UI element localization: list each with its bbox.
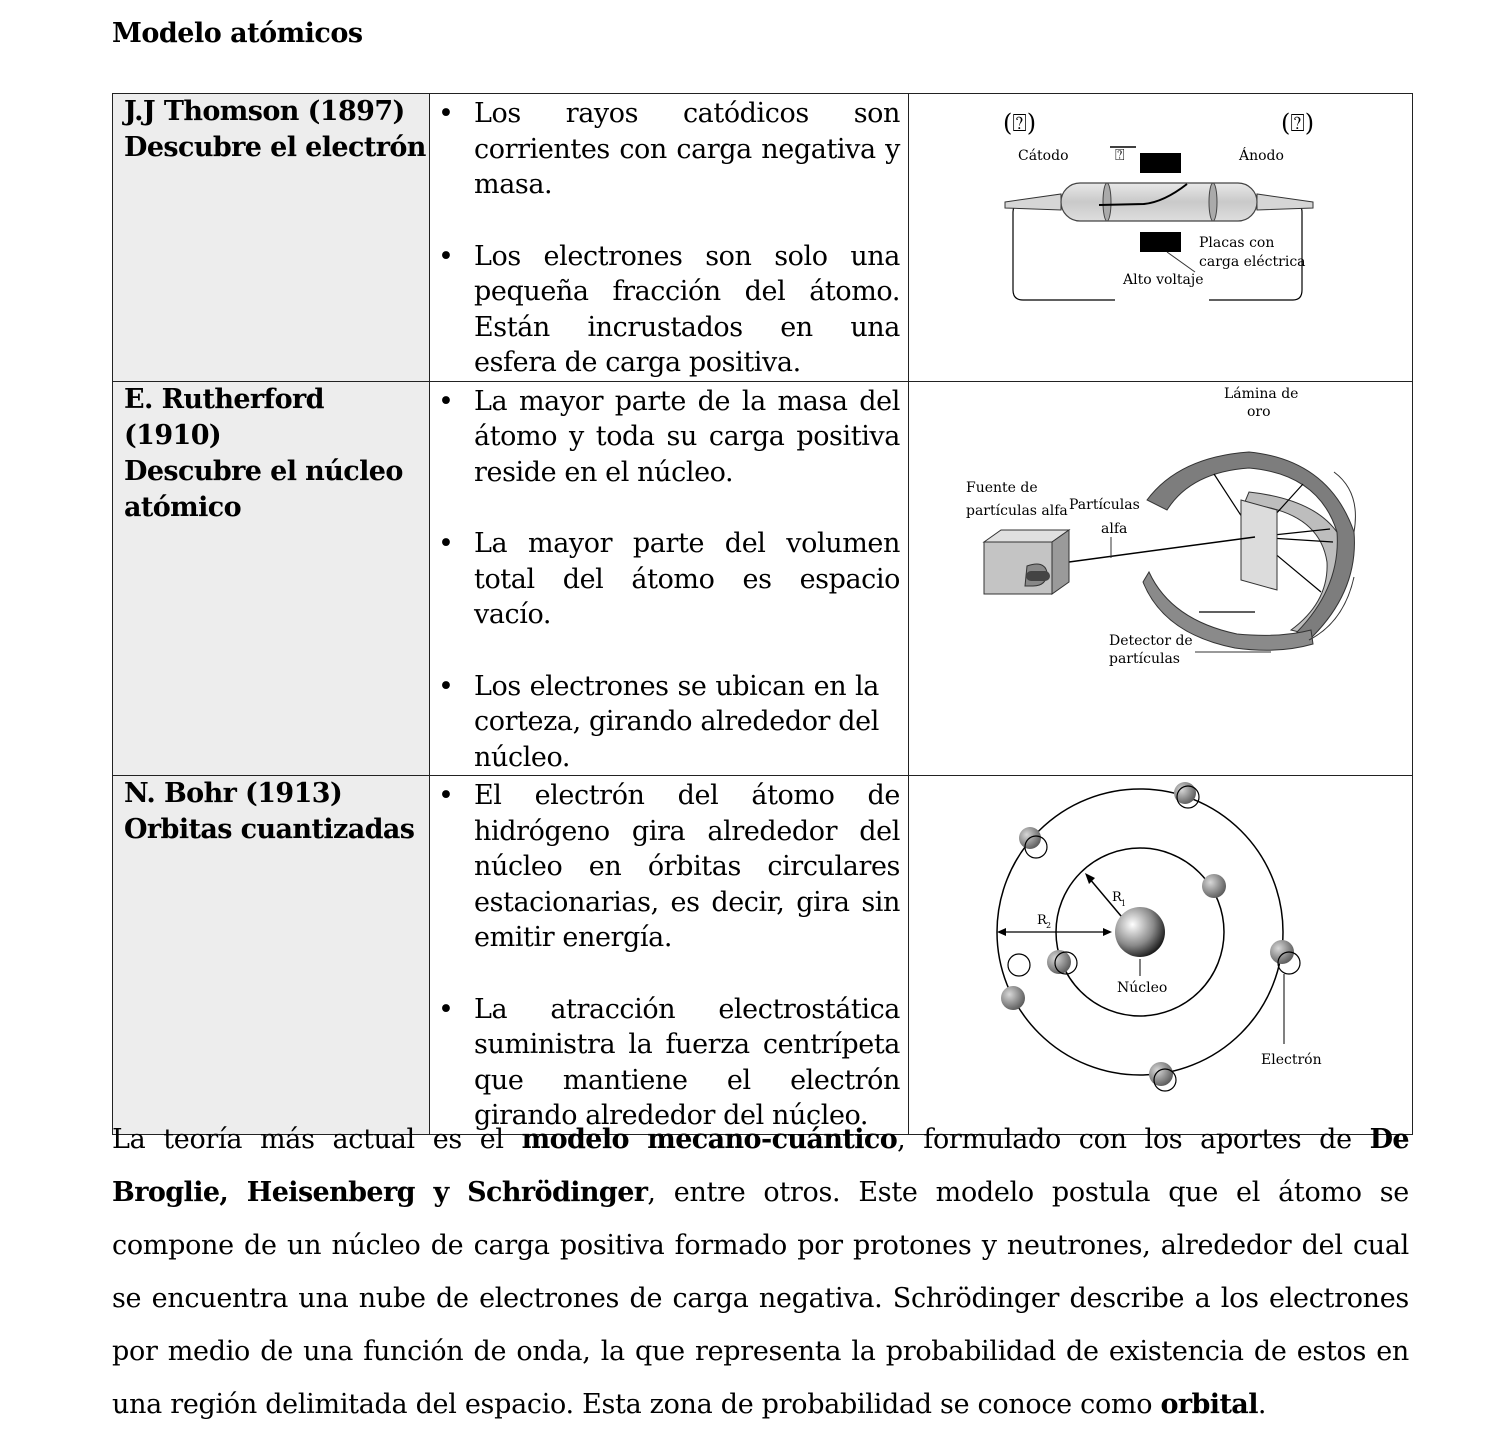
gold-foil-experiment-diagram: [909, 382, 1410, 770]
detector-label-line1: Detector de: [1109, 632, 1193, 649]
model-points-cell: [430, 381, 909, 776]
electron: [1202, 874, 1226, 898]
detector-label-line2: partículas: [1109, 650, 1180, 667]
bullet-list: [430, 382, 908, 776]
positive-sign-label: (⍰): [1281, 109, 1315, 137]
r2-label: R: [1037, 913, 1047, 928]
page-title: Modelo atómicos: [112, 18, 363, 49]
voltage-label: Alto voltaje: [1123, 272, 1204, 288]
negative-sign-label: (⍰): [1003, 109, 1037, 137]
glass-tube: [1061, 183, 1257, 221]
table-row-thomson: [113, 94, 1413, 382]
nucleus-label: Núcleo: [1117, 980, 1168, 996]
model-name-line: E. Rutherford (1910): [124, 383, 324, 451]
atomic-models-table: [112, 93, 1413, 1135]
plates-pointer: [1167, 252, 1195, 272]
bullet-item: • La mayor parte de la masa del átomo y toda su carga positiva reside en el núcleo.: [474, 384, 900, 491]
paragraph-text: , entre otros. Este modelo postula que el átomo se compone de un núcleo de carga positiva formado por protones y neutrones, alrededor del cual se encuentra una nube de electrones de carga negativa. Schrödinger describe a los electrones por medio de una función de onda, la que representa la probabilidad de existencia de estos en una región delimitada del espacio. Esta zona de probabilidad se conoce como: [112, 1177, 1409, 1420]
r2-arrowhead-right: [1103, 928, 1112, 936]
source-label-line2: partículas alfa: [966, 502, 1068, 519]
electron: [1047, 950, 1071, 974]
cathode-ray-tube-diagram: [909, 94, 1410, 364]
foil-label-line1: Lámina de: [1224, 385, 1299, 402]
paragraph-bold: orbital: [1160, 1389, 1258, 1420]
bullet-item: • Los electrones son solo una pequeña fracción del átomo. Están incrustados en una esfera de carga positiva.: [474, 239, 900, 381]
r1-label: R: [1112, 890, 1122, 905]
anode-label: Ánodo: [1239, 148, 1284, 164]
bohr-model-diagram: [909, 776, 1410, 1098]
model-figure-cell: [909, 94, 1413, 382]
body-paragraph: [112, 1113, 1409, 1431]
electron: [1001, 986, 1025, 1010]
gold-foil: [1241, 500, 1277, 590]
tube-anode-ring: [1209, 183, 1217, 221]
r2-arrowhead-left: [997, 928, 1006, 936]
model-name-line: Descubre el electrón: [124, 132, 426, 163]
model-name-line: Orbitas cuantizadas: [124, 814, 415, 845]
model-name-line: Descubre el núcleo: [124, 455, 403, 487]
cathode-label: Cátodo: [1018, 148, 1069, 164]
tube-left-electrode: [1005, 194, 1061, 210]
paragraph-text: .: [1257, 1389, 1267, 1420]
source-box-side: [1052, 530, 1069, 594]
lower-charged-plate: [1140, 232, 1181, 252]
model-name-cell: [113, 94, 430, 382]
plate-symbol: ⍰: [1115, 145, 1125, 164]
plates-label-line1: Placas con: [1199, 235, 1275, 251]
tube-cathode-ring: [1103, 183, 1111, 221]
foil-label-line2: oro: [1247, 403, 1271, 420]
model-name-line: N. Bohr (1913): [124, 778, 343, 809]
plates-label-line2: carga eléctrica: [1199, 254, 1306, 270]
model-name-line: J.J Thomson (1897): [124, 96, 405, 127]
table-row-rutherford: [113, 381, 1413, 776]
bullet-item: • Los rayos catódicos son corrientes con carga negativa y masa.: [474, 96, 900, 203]
bullet-list: [430, 776, 908, 1134]
upper-charged-plate: [1140, 153, 1181, 173]
source-label-line1: Fuente de: [966, 479, 1038, 496]
model-points-cell: [430, 776, 909, 1135]
model-figure-cell: [909, 381, 1413, 776]
nucleus: [1115, 907, 1165, 957]
bullet-list: [430, 94, 908, 381]
alpha-label-line1: Partículas: [1069, 496, 1140, 513]
alpha-label-line2: alfa: [1101, 520, 1128, 537]
model-figure-cell: [909, 776, 1413, 1135]
bullet-item: • La atracción electrostática suministra la fuerza centrípeta que mantiene el electrón girando alrededor del núcleo.: [474, 992, 900, 1134]
tube-right-electrode: [1257, 194, 1313, 210]
r1-subscript: 1: [1121, 899, 1127, 908]
table-row-bohr: [113, 776, 1413, 1135]
paragraph-bold: De Broglie, Heisenberg y Schrödinger: [112, 1124, 1409, 1208]
alpha-beam: [1069, 537, 1255, 562]
model-points-cell: [430, 94, 909, 382]
electron-ghost: [1008, 954, 1030, 976]
r2-subscript: 2: [1046, 921, 1052, 930]
source-emitter: [1026, 571, 1050, 581]
electron: [1149, 1062, 1173, 1086]
paragraph-bold: modelo mecano-cuántico: [521, 1124, 898, 1155]
paragraph-text: La teoría más actual es el: [112, 1124, 522, 1155]
paragraph-text: , formulado con los aportes de: [897, 1124, 1370, 1155]
bullet-item: • Los electrones se ubican en la corteza, girando alrededor del núcleo.: [474, 669, 879, 776]
electron-label: Electrón: [1261, 1052, 1322, 1068]
model-name-cell: [113, 381, 430, 776]
model-name-line: atómico: [124, 491, 242, 523]
bullet-item: • El electrón del átomo de hidrógeno gira alrededor del núcleo en órbitas circulares estacionarias, es decir, gira sin emitir energía.: [474, 778, 900, 956]
model-name-cell: [113, 776, 430, 1135]
bullet-item: • La mayor parte del volumen total del átomo es espacio vacío.: [474, 526, 900, 633]
